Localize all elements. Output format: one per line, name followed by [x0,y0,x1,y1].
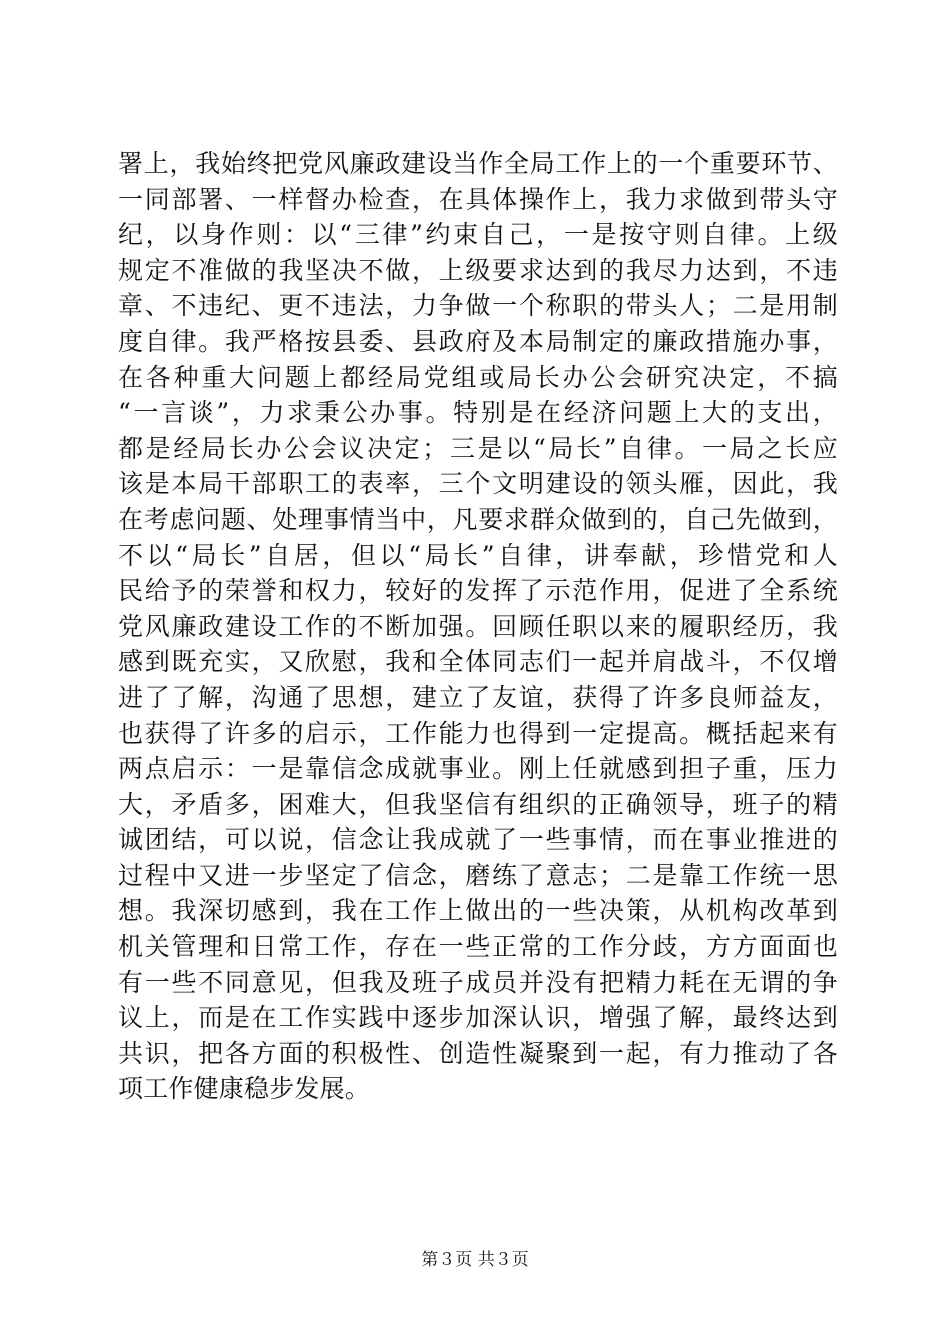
text-line: 想。我深切感到，我在工作上做出的一些决策，从机构改革到 [118,896,838,926]
text-line: 党风廉政建设工作的不断加强。回顾任职以来的履职经历，我 [118,611,838,641]
text-line: 共识，把各方面的积极性、创造性凝聚到一起，有力推动了各 [118,1038,838,1068]
text-line: 在考虑问题、处理事情当中，凡要求群众做到的，自己先做到， [118,504,838,534]
text-line: 项工作健康稳步发展。 [118,1074,371,1104]
text-line: 度自律。我严格按县委、县政府及本局制定的廉政措施办事， [118,326,838,356]
text-line: 署上，我始终把党风廉政建设当作全局工作上的一个重要环节、 [118,149,838,178]
text-line: 该是本局干部职工的表率，三个文明建设的领头雁，因此，我 [118,469,838,499]
text-line: 也获得了许多的启示，工作能力也得到一定提高。概括起来有 [118,718,838,748]
page-footer [0,1245,950,1270]
text-line: 机关管理和日常工作，存在一些正常的工作分歧，方方面面也 [118,932,838,962]
text-line: 民给予的荣誉和权力，较好的发挥了示范作用，促进了全系统 [118,576,838,606]
text-line: 议上，而是在工作实践中逐步加深认识，增强了解，最终达到 [118,1003,838,1033]
text-line: 感到既充实，又欣慰，我和全体同志们一起并肩战斗，不仅增 [118,647,838,677]
text-line: 大，矛盾多，困难大，但我坚信有组织的正确领导，班子的精 [118,789,838,819]
body-paragraph [118,146,838,1107]
text-line: 有一些不同意见，但我及班子成员并没有把精力耗在无谓的争 [118,967,838,997]
text-line: 进了了解，沟通了思想，建立了友谊，获得了许多良师益友， [118,682,838,712]
text-line: 不以“局长”自居，但以“局长”自律，讲奉献，珍惜党和人 [118,540,838,570]
text-line: 两点启示：一是靠信念成就事业。刚上任就感到担子重，压力 [118,754,838,784]
text-line: 章、不违纪、更不违法，力争做一个称职的带头人；二是用制 [118,291,838,321]
text-line: “一言谈”，力求秉公办事。特别是在经济问题上大的支出， [118,398,838,428]
page-number-label: 第３页 共３页 [421,1250,529,1270]
text-line: 诚团结，可以说，信念让我成就了一些事情，而在事业推进的 [118,825,838,855]
text-line: 一同部署、一样督办检查，在具体操作上，我力求做到带头守 [118,184,838,214]
text-line: 规定不准做的我坚决不做，上级要求达到的我尽力达到，不违 [118,255,838,285]
text-line: 在各种重大问题上都经局党组或局长办公会研究决定，不搞 [118,362,838,392]
text-line: 纪，以身作则：以“三律”约束自己，一是按守则自律。上级 [118,220,838,250]
text-line: 过程中又进一步坚定了信念，磨练了意志；二是靠工作统一思 [118,860,838,890]
text-line: 都是经局长办公会议决定；三是以“局长”自律。一局之长应 [118,433,838,463]
